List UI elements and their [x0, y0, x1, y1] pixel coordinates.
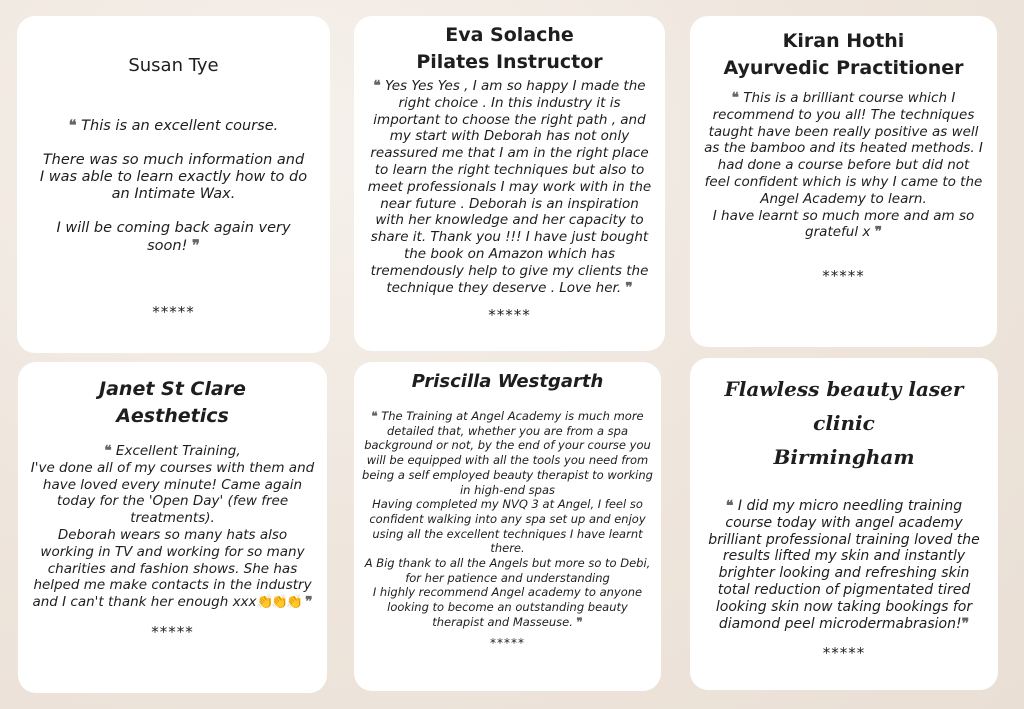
close-quote-icon: ❞	[576, 614, 583, 629]
reviewer-name: Susan Tye	[128, 55, 219, 76]
open-quote-icon: ❝	[371, 409, 378, 423]
reviewer-title: Aesthetics	[116, 405, 229, 427]
testimonial-card-susan-tye	[17, 16, 330, 353]
close-quote-icon: ❞	[625, 279, 633, 296]
rating-stars: *****	[488, 306, 531, 325]
testimonial-card-janet-st-clare	[18, 362, 327, 693]
rating-stars: *****	[822, 644, 866, 663]
reviewer-name: Eva Solache	[445, 24, 574, 46]
open-quote-icon: ❝	[68, 117, 77, 134]
reviewer-name: Janet St Clare	[99, 378, 246, 400]
testimonial-card-kiran-hothi	[690, 16, 997, 347]
rating-stars: *****	[152, 303, 195, 321]
review-text: ❝ This is an excellent course. There was so much information and I was able to learn exactly how to do an Intimate Wax. I will be coming back again very soon! ❞	[39, 117, 308, 254]
reviewer-name: Kiran Hothi	[782, 30, 905, 52]
close-quote-icon: ❞	[192, 237, 200, 254]
rating-stars: *****	[151, 622, 194, 641]
reviewer-title: Pilates Instructor	[416, 51, 603, 73]
review-text: ❝ Excellent Training, I've done all of my courses with them and have loved every minute! Came again today for the 'Open Day' (few free treatments). Deborah wears so many hats also working in TV and working for so many charities and fashion shows. She has helped me make contacts in the industry and I can't thank her enough xxx👏👏👏 ❞	[30, 443, 315, 611]
testimonial-card-eva-solache	[354, 16, 665, 351]
rating-stars: *****	[822, 267, 865, 286]
close-quote-icon: ❞	[305, 594, 313, 611]
rating-stars: *****	[490, 635, 525, 650]
close-quote-icon: ❞	[874, 224, 882, 241]
open-quote-icon: ❝	[104, 443, 112, 459]
reviewer-name: Flawless beauty laser clinic	[724, 377, 964, 435]
reviewer-name: Priscilla Westgarth	[411, 371, 604, 392]
review-text: ❝ I did my micro needling training course today with angel academy brilliant professional training loved the results lifted my skin and instantly brighter looking and refreshing skin total reduction of pigmentated tired looking skin now taking bookings for diamond peel microdermabrasion!❞	[708, 498, 980, 632]
testimonial-card-priscilla-westgarth	[354, 362, 661, 691]
open-quote-icon: ❝	[373, 78, 381, 94]
open-quote-icon: ❝	[731, 90, 739, 106]
reviewer-location: Birmingham	[773, 445, 915, 469]
open-quote-icon: ❝	[725, 498, 734, 514]
close-quote-icon: ❞	[961, 615, 970, 632]
review-text: ❝ Yes Yes Yes , I am so happy I made the right choice . In this industry it is important to choose the right path , and my start with Deborah has not only reassured me that I am in the right place to learn the right techniques but also to meet professionals I may work with in the near future . Deborah is an inspiration with her knowledge and her capacity to share it. Thank you !!! I have just bought the book on Amazon which has tremendously help to give my clients the technique they deserve . Love her. ❞	[367, 78, 652, 296]
reviewer-title: Ayurvedic Practitioner	[723, 57, 964, 79]
review-text: ❝ This is a brilliant course which I recommend to you all! The techniques taught have been really positive as well as the bamboo and its heated methods. I had done a course before but did not feel confident which is why I came to the Angel Academy to learn. I have learnt so much more and am so grateful x ❞	[704, 90, 983, 241]
clapping-hands-icon: 👏👏👏	[256, 594, 301, 611]
testimonial-card-flawless-beauty	[690, 358, 998, 690]
review-text: ❝ The Training at Angel Academy is much more detailed that, whether you are from a spa background or not, by the end of your course you will be equipped with all the tools you need from being a self employed beauty therapist to working in high-end spas Having completed my NVQ 3 at Angel, I feel so confident walking into any spa set up and enjoy using all the excellent techniques I have learnt there. A Big thank to all the Angels but more so to Debi, for her patience and understanding I highly recommend Angel academy to anyone looking to become an outstanding beauty therapist and Masseuse. ❞	[362, 409, 653, 629]
